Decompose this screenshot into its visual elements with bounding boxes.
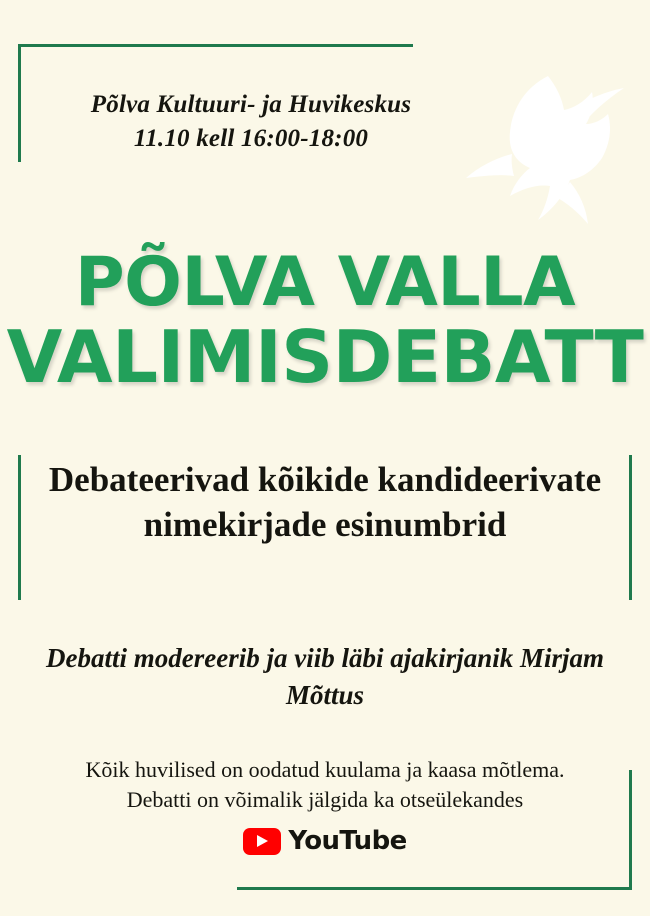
event-header <box>36 88 466 156</box>
footnote-line1: Kõik huvilised on oodatud kuulama ja kaasa mõtlema. <box>85 757 565 782</box>
youtube-badge <box>0 826 650 856</box>
page-title <box>0 243 650 400</box>
youtube-label: YouTube <box>288 826 407 856</box>
footnote <box>20 755 630 814</box>
event-datetime: 11.10 kell 16:00-18:00 <box>133 124 369 152</box>
border-rule-right-middle <box>629 455 632 600</box>
youtube-play-icon <box>243 828 281 855</box>
venue-name: Põlva Kultuuri- ja Huvikeskus <box>90 91 412 118</box>
border-rule-left-top <box>18 44 21 162</box>
hummingbird-icon <box>452 58 632 228</box>
page-title-line2: VALIMISDEBATT <box>6 315 644 400</box>
subtitle: Debateerivad kõikide kandideerivate nimekirjade esinumbrid <box>48 460 602 544</box>
footnote-line2: Debatti on võimalik jälgida ka otseülekandes <box>126 786 524 812</box>
page-title-line1: PÕLVA VALLA <box>74 243 576 322</box>
border-rule-bottom <box>237 887 632 890</box>
border-rule-left-middle <box>18 455 21 600</box>
border-rule-top <box>18 44 413 47</box>
moderator-note: Debatti modereerib ja viib läbi ajakirjanik Mirjam Mõttus <box>46 643 604 711</box>
